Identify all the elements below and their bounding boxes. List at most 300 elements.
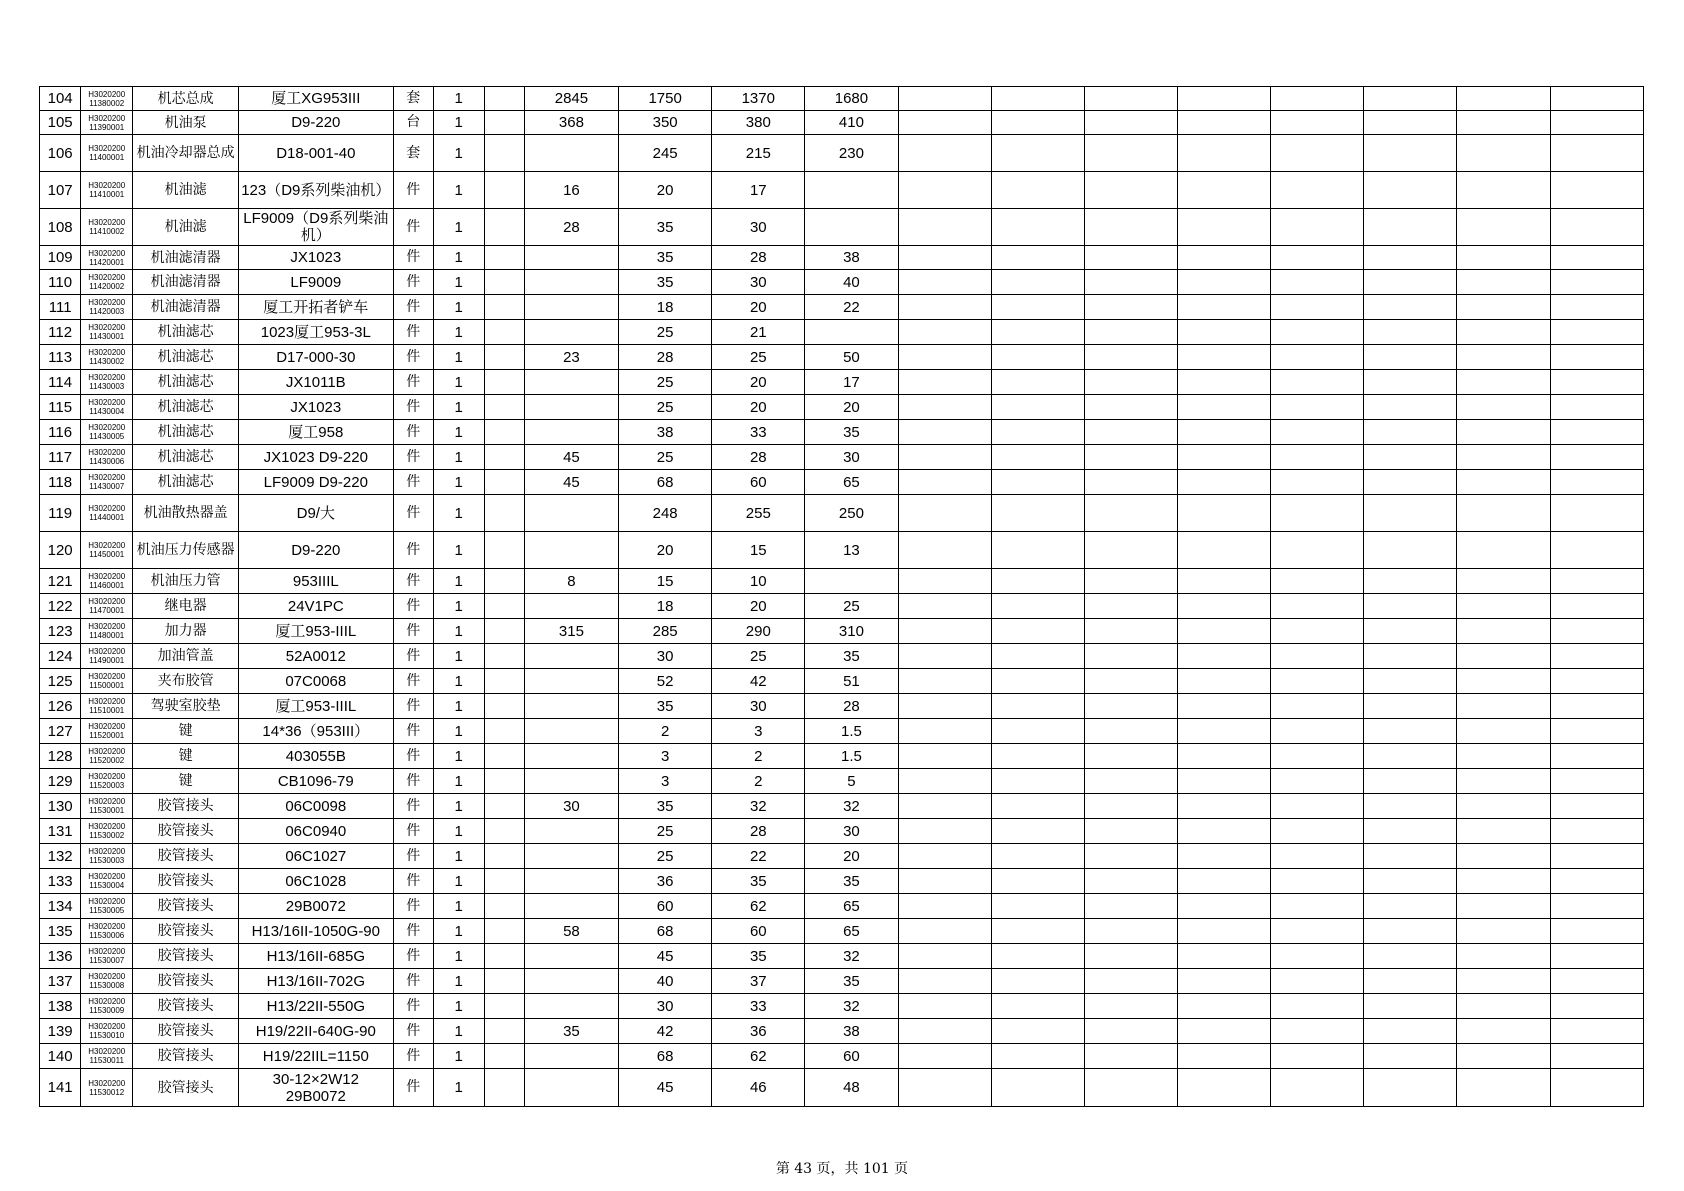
table-row bbox=[40, 1069, 1644, 1107]
item-spec-cell: JX1011B bbox=[239, 370, 394, 395]
row-number-cell: 114 bbox=[40, 370, 81, 395]
empty-cell bbox=[1364, 470, 1457, 495]
blank-cell bbox=[484, 794, 524, 819]
row-number-cell: 137 bbox=[40, 969, 81, 994]
item-spec-cell: H13/16II-1050G-90 bbox=[239, 919, 394, 944]
empty-cell bbox=[1364, 819, 1457, 844]
item-code-cell: H3020200 11530005 bbox=[81, 894, 133, 919]
empty-cell bbox=[1271, 87, 1364, 111]
table-row bbox=[40, 445, 1644, 470]
price-4-cell: 410 bbox=[805, 111, 898, 135]
price-4-cell: 1.5 bbox=[805, 744, 898, 769]
item-code-cell: H3020200 11490001 bbox=[81, 644, 133, 669]
empty-cell bbox=[991, 744, 1084, 769]
item-name-cell: 胶管接头 bbox=[133, 869, 239, 894]
blank-cell bbox=[484, 445, 524, 470]
row-number-cell: 139 bbox=[40, 1019, 81, 1044]
price-1-cell: 23 bbox=[524, 345, 618, 370]
empty-cell bbox=[1177, 270, 1270, 295]
row-number-cell: 106 bbox=[40, 135, 81, 172]
price-2-cell: 60 bbox=[619, 894, 712, 919]
unit-cell: 件 bbox=[393, 844, 433, 869]
price-3-cell: 35 bbox=[712, 869, 805, 894]
price-2-cell: 25 bbox=[619, 844, 712, 869]
row-number-cell: 134 bbox=[40, 894, 81, 919]
table-row bbox=[40, 370, 1644, 395]
row-number-cell: 122 bbox=[40, 594, 81, 619]
empty-cell bbox=[1084, 532, 1177, 569]
empty-cell bbox=[1364, 395, 1457, 420]
empty-cell bbox=[1271, 495, 1364, 532]
quantity-cell: 1 bbox=[433, 1044, 484, 1069]
empty-cell bbox=[1550, 345, 1643, 370]
item-spec-cell: 厦工XG953III bbox=[239, 87, 394, 111]
unit-cell: 套 bbox=[393, 87, 433, 111]
item-name-cell: 机油散热器盖 bbox=[133, 495, 239, 532]
empty-cell bbox=[898, 869, 991, 894]
price-1-cell bbox=[524, 994, 618, 1019]
quantity-cell: 1 bbox=[433, 111, 484, 135]
empty-cell bbox=[1177, 470, 1270, 495]
item-spec-cell: 06C0940 bbox=[239, 819, 394, 844]
empty-cell bbox=[1177, 944, 1270, 969]
empty-cell bbox=[1084, 1019, 1177, 1044]
table-row bbox=[40, 894, 1644, 919]
empty-cell bbox=[1364, 345, 1457, 370]
empty-cell bbox=[898, 994, 991, 1019]
empty-cell bbox=[1271, 769, 1364, 794]
price-3-cell: 30 bbox=[712, 270, 805, 295]
item-spec-cell: JX1023 bbox=[239, 246, 394, 270]
table-row bbox=[40, 135, 1644, 172]
empty-cell bbox=[1177, 969, 1270, 994]
price-1-cell bbox=[524, 270, 618, 295]
empty-cell bbox=[1271, 420, 1364, 445]
quantity-cell: 1 bbox=[433, 719, 484, 744]
item-name-cell: 胶管接头 bbox=[133, 944, 239, 969]
empty-cell bbox=[1084, 320, 1177, 345]
item-code-cell: H3020200 11480001 bbox=[81, 619, 133, 644]
table-row bbox=[40, 669, 1644, 694]
empty-cell bbox=[1457, 370, 1550, 395]
price-4-cell: 60 bbox=[805, 1044, 898, 1069]
item-name-cell: 胶管接头 bbox=[133, 994, 239, 1019]
empty-cell bbox=[1550, 569, 1643, 594]
price-2-cell: 35 bbox=[619, 246, 712, 270]
empty-cell bbox=[1271, 1019, 1364, 1044]
empty-cell bbox=[1550, 87, 1643, 111]
empty-cell bbox=[1271, 532, 1364, 569]
empty-cell bbox=[1364, 669, 1457, 694]
empty-cell bbox=[1271, 270, 1364, 295]
empty-cell bbox=[991, 420, 1084, 445]
empty-cell bbox=[1550, 1069, 1643, 1107]
empty-cell bbox=[991, 172, 1084, 209]
empty-cell bbox=[898, 669, 991, 694]
item-name-cell: 机油滤芯 bbox=[133, 320, 239, 345]
empty-cell bbox=[991, 370, 1084, 395]
item-code-cell: H3020200 11400001 bbox=[81, 135, 133, 172]
row-number-cell: 112 bbox=[40, 320, 81, 345]
empty-cell bbox=[1550, 495, 1643, 532]
blank-cell bbox=[484, 869, 524, 894]
empty-cell bbox=[1364, 270, 1457, 295]
unit-cell: 件 bbox=[393, 495, 433, 532]
row-number-cell: 119 bbox=[40, 495, 81, 532]
empty-cell bbox=[1457, 594, 1550, 619]
empty-cell bbox=[1271, 345, 1364, 370]
quantity-cell: 1 bbox=[433, 844, 484, 869]
item-name-cell: 胶管接头 bbox=[133, 1044, 239, 1069]
empty-cell bbox=[1271, 594, 1364, 619]
item-code-cell: H3020200 11430002 bbox=[81, 345, 133, 370]
empty-cell bbox=[1550, 619, 1643, 644]
empty-cell bbox=[898, 320, 991, 345]
item-name-cell: 机油滤芯 bbox=[133, 420, 239, 445]
quantity-cell: 1 bbox=[433, 994, 484, 1019]
empty-cell bbox=[1364, 209, 1457, 246]
empty-cell bbox=[991, 969, 1084, 994]
quantity-cell: 1 bbox=[433, 345, 484, 370]
price-4-cell bbox=[805, 569, 898, 594]
price-3-cell: 17 bbox=[712, 172, 805, 209]
blank-cell bbox=[484, 1044, 524, 1069]
empty-cell bbox=[1364, 794, 1457, 819]
empty-cell bbox=[898, 1069, 991, 1107]
empty-cell bbox=[1457, 619, 1550, 644]
price-2-cell: 52 bbox=[619, 669, 712, 694]
price-1-cell bbox=[524, 420, 618, 445]
item-spec-cell: LF9009 D9-220 bbox=[239, 470, 394, 495]
empty-cell bbox=[1550, 819, 1643, 844]
quantity-cell: 1 bbox=[433, 894, 484, 919]
empty-cell bbox=[991, 135, 1084, 172]
item-name-cell: 键 bbox=[133, 719, 239, 744]
item-code-cell: H3020200 11420003 bbox=[81, 295, 133, 320]
empty-cell bbox=[1177, 769, 1270, 794]
empty-cell bbox=[1177, 111, 1270, 135]
empty-cell bbox=[1084, 969, 1177, 994]
item-name-cell: 机油滤清器 bbox=[133, 295, 239, 320]
price-4-cell bbox=[805, 209, 898, 246]
row-number-cell: 121 bbox=[40, 569, 81, 594]
empty-cell bbox=[991, 270, 1084, 295]
empty-cell bbox=[1550, 994, 1643, 1019]
item-code-cell: H3020200 11530003 bbox=[81, 844, 133, 869]
empty-cell bbox=[1550, 295, 1643, 320]
empty-cell bbox=[1550, 320, 1643, 345]
row-number-cell: 105 bbox=[40, 111, 81, 135]
price-1-cell: 2845 bbox=[524, 87, 618, 111]
price-1-cell bbox=[524, 819, 618, 844]
price-3-cell: 33 bbox=[712, 420, 805, 445]
empty-cell bbox=[1271, 744, 1364, 769]
empty-cell bbox=[1177, 172, 1270, 209]
empty-cell bbox=[1457, 769, 1550, 794]
empty-cell bbox=[898, 694, 991, 719]
price-2-cell: 28 bbox=[619, 345, 712, 370]
table-row bbox=[40, 246, 1644, 270]
empty-cell bbox=[898, 295, 991, 320]
item-name-cell: 机油滤芯 bbox=[133, 345, 239, 370]
price-1-cell bbox=[524, 532, 618, 569]
item-name-cell: 夹布胶管 bbox=[133, 669, 239, 694]
table-row bbox=[40, 769, 1644, 794]
price-2-cell: 18 bbox=[619, 594, 712, 619]
item-code-cell: H3020200 11510001 bbox=[81, 694, 133, 719]
empty-cell bbox=[1457, 495, 1550, 532]
price-3-cell: 2 bbox=[712, 744, 805, 769]
empty-cell bbox=[1084, 370, 1177, 395]
price-1-cell bbox=[524, 594, 618, 619]
price-3-cell: 1370 bbox=[712, 87, 805, 111]
blank-cell bbox=[484, 320, 524, 345]
empty-cell bbox=[1550, 1044, 1643, 1069]
empty-cell bbox=[991, 594, 1084, 619]
empty-cell bbox=[898, 1019, 991, 1044]
empty-cell bbox=[1177, 495, 1270, 532]
row-number-cell: 125 bbox=[40, 669, 81, 694]
unit-cell: 件 bbox=[393, 644, 433, 669]
table-row bbox=[40, 1019, 1644, 1044]
empty-cell bbox=[991, 295, 1084, 320]
table-row bbox=[40, 87, 1644, 111]
price-3-cell: 30 bbox=[712, 694, 805, 719]
empty-cell bbox=[1177, 844, 1270, 869]
item-spec-cell: JX1023 bbox=[239, 395, 394, 420]
price-3-cell: 32 bbox=[712, 794, 805, 819]
empty-cell bbox=[1364, 994, 1457, 1019]
empty-cell bbox=[898, 894, 991, 919]
price-2-cell: 42 bbox=[619, 1019, 712, 1044]
empty-cell bbox=[1177, 209, 1270, 246]
blank-cell bbox=[484, 819, 524, 844]
quantity-cell: 1 bbox=[433, 1019, 484, 1044]
price-4-cell bbox=[805, 320, 898, 345]
blank-cell bbox=[484, 969, 524, 994]
item-code-cell: H3020200 11410002 bbox=[81, 209, 133, 246]
unit-cell: 件 bbox=[393, 944, 433, 969]
item-spec-cell: 29B0072 bbox=[239, 894, 394, 919]
price-4-cell: 48 bbox=[805, 1069, 898, 1107]
price-2-cell: 25 bbox=[619, 819, 712, 844]
empty-cell bbox=[1177, 719, 1270, 744]
unit-cell: 台 bbox=[393, 111, 433, 135]
empty-cell bbox=[1364, 869, 1457, 894]
blank-cell bbox=[484, 209, 524, 246]
price-1-cell bbox=[524, 669, 618, 694]
price-4-cell: 35 bbox=[805, 644, 898, 669]
price-3-cell: 20 bbox=[712, 295, 805, 320]
item-spec-cell: LF9009 bbox=[239, 270, 394, 295]
empty-cell bbox=[1177, 694, 1270, 719]
empty-cell bbox=[1271, 172, 1364, 209]
price-2-cell: 40 bbox=[619, 969, 712, 994]
quantity-cell: 1 bbox=[433, 694, 484, 719]
empty-cell bbox=[1271, 644, 1364, 669]
row-number-cell: 129 bbox=[40, 769, 81, 794]
item-spec-cell: 30-12×2W12 29B0072 bbox=[239, 1069, 394, 1107]
item-name-cell: 机芯总成 bbox=[133, 87, 239, 111]
price-3-cell: 15 bbox=[712, 532, 805, 569]
blank-cell bbox=[484, 470, 524, 495]
price-2-cell: 20 bbox=[619, 172, 712, 209]
price-2-cell: 25 bbox=[619, 395, 712, 420]
price-4-cell: 25 bbox=[805, 594, 898, 619]
row-number-cell: 138 bbox=[40, 994, 81, 1019]
empty-cell bbox=[1271, 894, 1364, 919]
table-row bbox=[40, 295, 1644, 320]
item-code-cell: H3020200 11520002 bbox=[81, 744, 133, 769]
blank-cell bbox=[484, 669, 524, 694]
empty-cell bbox=[898, 445, 991, 470]
empty-cell bbox=[1084, 135, 1177, 172]
empty-cell bbox=[1550, 470, 1643, 495]
table-row bbox=[40, 345, 1644, 370]
price-2-cell: 45 bbox=[619, 1069, 712, 1107]
empty-cell bbox=[1177, 395, 1270, 420]
empty-cell bbox=[1364, 111, 1457, 135]
table-row bbox=[40, 495, 1644, 532]
item-spec-cell: D9-220 bbox=[239, 111, 394, 135]
price-1-cell: 30 bbox=[524, 794, 618, 819]
blank-cell bbox=[484, 594, 524, 619]
unit-cell: 件 bbox=[393, 246, 433, 270]
price-3-cell: 20 bbox=[712, 370, 805, 395]
price-4-cell: 230 bbox=[805, 135, 898, 172]
empty-cell bbox=[991, 1044, 1084, 1069]
empty-cell bbox=[1550, 246, 1643, 270]
quantity-cell: 1 bbox=[433, 969, 484, 994]
price-1-cell bbox=[524, 694, 618, 719]
blank-cell bbox=[484, 1019, 524, 1044]
price-1-cell bbox=[524, 869, 618, 894]
blank-cell bbox=[484, 495, 524, 532]
item-name-cell: 胶管接头 bbox=[133, 819, 239, 844]
empty-cell bbox=[1457, 669, 1550, 694]
empty-cell bbox=[1271, 1044, 1364, 1069]
price-1-cell bbox=[524, 894, 618, 919]
price-1-cell bbox=[524, 1069, 618, 1107]
unit-cell: 件 bbox=[393, 1044, 433, 1069]
empty-cell bbox=[1457, 794, 1550, 819]
blank-cell bbox=[484, 345, 524, 370]
empty-cell bbox=[1271, 295, 1364, 320]
price-4-cell: 1680 bbox=[805, 87, 898, 111]
item-spec-cell: 06C1027 bbox=[239, 844, 394, 869]
item-name-cell: 机油滤清器 bbox=[133, 246, 239, 270]
item-spec-cell: D9/大 bbox=[239, 495, 394, 532]
empty-cell bbox=[1457, 894, 1550, 919]
empty-cell bbox=[1177, 869, 1270, 894]
price-3-cell: 62 bbox=[712, 1044, 805, 1069]
row-number-cell: 111 bbox=[40, 295, 81, 320]
empty-cell bbox=[1457, 919, 1550, 944]
unit-cell: 件 bbox=[393, 569, 433, 594]
empty-cell bbox=[1084, 719, 1177, 744]
price-2-cell: 45 bbox=[619, 944, 712, 969]
table-row bbox=[40, 532, 1644, 569]
empty-cell bbox=[1364, 894, 1457, 919]
table-row bbox=[40, 420, 1644, 445]
item-spec-cell: H19/22IIL=1150 bbox=[239, 1044, 394, 1069]
quantity-cell: 1 bbox=[433, 819, 484, 844]
empty-cell bbox=[1177, 532, 1270, 569]
price-4-cell: 5 bbox=[805, 769, 898, 794]
item-code-cell: H3020200 11530008 bbox=[81, 969, 133, 994]
unit-cell: 件 bbox=[393, 819, 433, 844]
item-name-cell: 胶管接头 bbox=[133, 969, 239, 994]
item-code-cell: H3020200 11530012 bbox=[81, 1069, 133, 1107]
unit-cell: 件 bbox=[393, 919, 433, 944]
price-2-cell: 36 bbox=[619, 869, 712, 894]
price-3-cell: 33 bbox=[712, 994, 805, 1019]
empty-cell bbox=[1550, 894, 1643, 919]
price-2-cell: 68 bbox=[619, 1044, 712, 1069]
empty-cell bbox=[1271, 1069, 1364, 1107]
table-row bbox=[40, 794, 1644, 819]
quantity-cell: 1 bbox=[433, 295, 484, 320]
empty-cell bbox=[991, 794, 1084, 819]
blank-cell bbox=[484, 944, 524, 969]
empty-cell bbox=[1550, 844, 1643, 869]
unit-cell: 件 bbox=[393, 894, 433, 919]
empty-cell bbox=[1457, 744, 1550, 769]
empty-cell bbox=[1550, 769, 1643, 794]
quantity-cell: 1 bbox=[433, 470, 484, 495]
empty-cell bbox=[1271, 969, 1364, 994]
row-number-cell: 123 bbox=[40, 619, 81, 644]
quantity-cell: 1 bbox=[433, 669, 484, 694]
price-1-cell bbox=[524, 844, 618, 869]
row-number-cell: 135 bbox=[40, 919, 81, 944]
empty-cell bbox=[1364, 420, 1457, 445]
price-2-cell: 35 bbox=[619, 694, 712, 719]
row-number-cell: 126 bbox=[40, 694, 81, 719]
empty-cell bbox=[1457, 295, 1550, 320]
price-4-cell: 20 bbox=[805, 395, 898, 420]
row-number-cell: 110 bbox=[40, 270, 81, 295]
item-spec-cell: 06C1028 bbox=[239, 869, 394, 894]
empty-cell bbox=[1457, 395, 1550, 420]
empty-cell bbox=[1550, 869, 1643, 894]
price-2-cell: 350 bbox=[619, 111, 712, 135]
table-row bbox=[40, 944, 1644, 969]
item-spec-cell: JX1023 D9-220 bbox=[239, 445, 394, 470]
row-number-cell: 104 bbox=[40, 87, 81, 111]
item-spec-cell: 厦工953-IIIL bbox=[239, 619, 394, 644]
price-4-cell: 65 bbox=[805, 919, 898, 944]
unit-cell: 件 bbox=[393, 420, 433, 445]
empty-cell bbox=[1550, 719, 1643, 744]
quantity-cell: 1 bbox=[433, 619, 484, 644]
price-1-cell bbox=[524, 320, 618, 345]
empty-cell bbox=[1364, 1069, 1457, 1107]
empty-cell bbox=[1364, 969, 1457, 994]
empty-cell bbox=[1271, 320, 1364, 345]
empty-cell bbox=[991, 345, 1084, 370]
empty-cell bbox=[1177, 794, 1270, 819]
price-2-cell: 248 bbox=[619, 495, 712, 532]
empty-cell bbox=[991, 495, 1084, 532]
unit-cell: 件 bbox=[393, 719, 433, 744]
empty-cell bbox=[1550, 445, 1643, 470]
quantity-cell: 1 bbox=[433, 209, 484, 246]
row-number-cell: 141 bbox=[40, 1069, 81, 1107]
price-1-cell: 315 bbox=[524, 619, 618, 644]
empty-cell bbox=[1084, 644, 1177, 669]
empty-cell bbox=[1084, 1044, 1177, 1069]
